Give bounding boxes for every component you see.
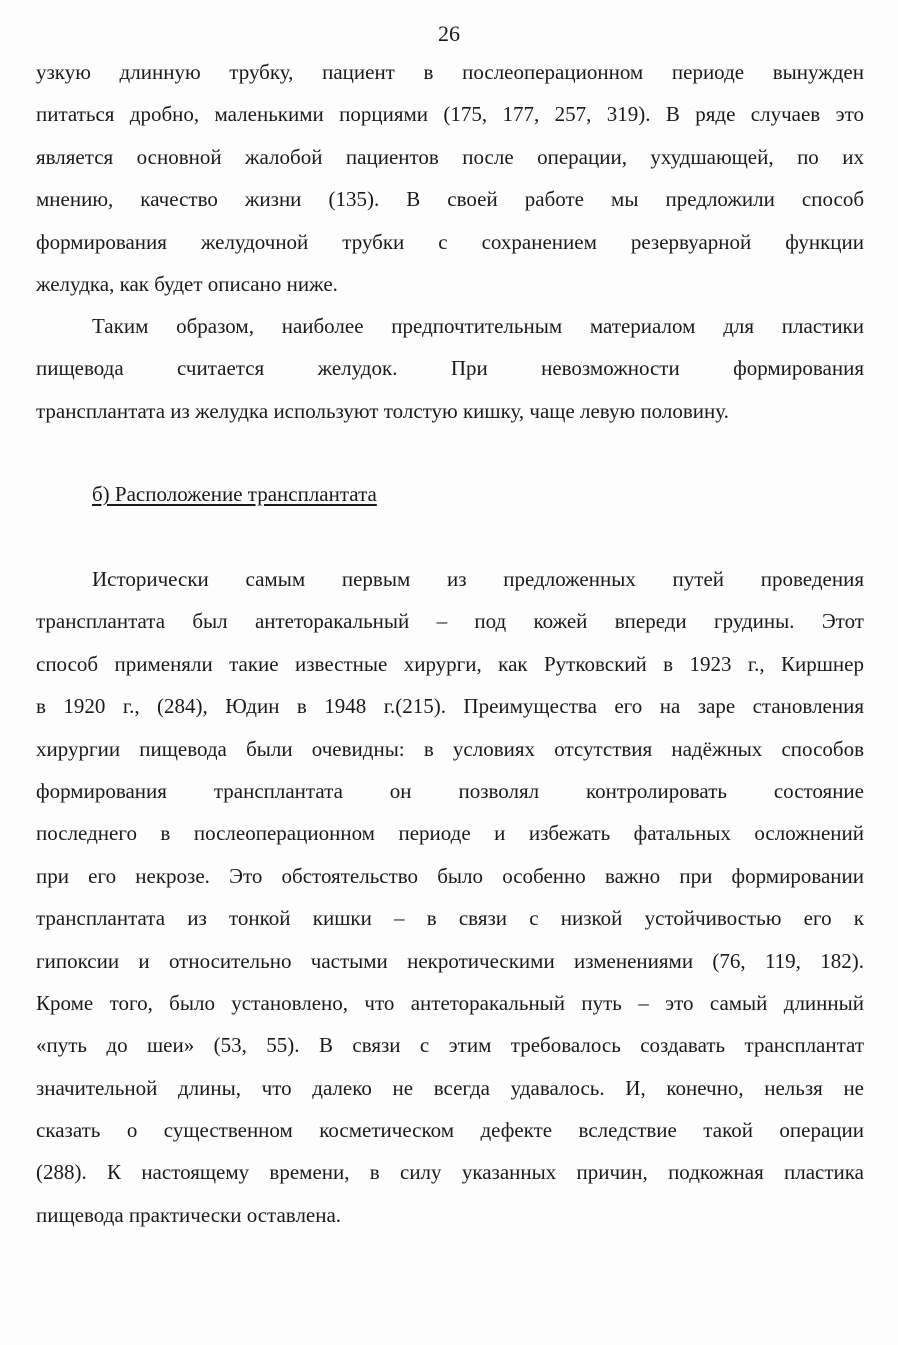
text-line: Исторически самым первым из предложенных путей проведения <box>92 567 864 591</box>
text-line: желудка, как будет описано ниже. <box>36 271 338 296</box>
text-line: узкую длинную трубку, пациент в послеоперационном периоде вынужден <box>36 60 864 84</box>
text-line: при его некрозе. Это обстоятельство было особенно важно при формировании <box>36 863 864 888</box>
text-line: трансплантата был антеторакальный – под кожей впереди грудины. Этот <box>36 609 864 634</box>
text-line: трансплантата из тонкой кишки – в связи с низкой устойчивостью его к <box>36 906 864 931</box>
text-line: мнению, качество жизни (135). В своей работе мы предложили способ <box>36 187 864 212</box>
text-line: формирования желудочной трубки с сохранением резервуарной функции <box>36 229 864 254</box>
page-number: 26 <box>438 21 460 46</box>
text-line: способ применяли такие известные хирурги, как Рутковский в 1923 г., Киршнер <box>36 651 864 676</box>
text-line: «путь до шеи» (53, 55). В связи с этим требовалось создавать трансплантат <box>36 1033 864 1058</box>
text-line: является основной жалобой пациентов после операции, ухудшающей, по их <box>36 144 864 169</box>
text-line: трансплантата из желудка используют толстую кишку, чаще левую половину. <box>36 398 729 423</box>
text-line: гипоксии и относительно частыми некротическими изменениями (76, 119, 182). <box>36 948 864 973</box>
text-line: последнего в послеоперационном периоде и избежать фатальных осложнений <box>36 821 864 846</box>
text-line: формирования трансплантата он позволял контролировать состояние <box>36 778 864 803</box>
text-line: сказать о существенном косметическом дефекте вследствие такой операции <box>36 1118 864 1143</box>
text-line: значительной длины, что далеко не всегда удавалось. И, конечно, нельзя не <box>36 1075 864 1100</box>
text-line: пищевода считается желудок. При невозможности формирования <box>36 356 864 381</box>
paragraph-3 <box>36 558 864 1236</box>
section-heading: б) Расположение трансплантата <box>92 482 377 506</box>
text-line: Кроме того, было установлено, что антеторакальный путь – это самый длинный <box>36 990 864 1015</box>
text-line: в 1920 г., (284), Юдин в 1948 г.(215). Преимущества его на заре становления <box>36 694 864 719</box>
text-line: Таким образом, наиболее предпочтительным материалом для пластики <box>92 314 864 338</box>
text-line: хирургии пищевода были очевидны: в условиях отсутствия надёжных способов <box>36 736 864 761</box>
text-line: питаться дробно, маленькими порциями (175, 177, 257, 319). В ряде случаев это <box>36 102 864 127</box>
paragraph-1 <box>36 51 864 305</box>
paragraph-2 <box>36 305 864 432</box>
text-line: (288). К настоящему времени, в силу указанных причин, подкожная пластика <box>36 1160 864 1185</box>
text-line: пищевода практически оставлена. <box>36 1202 342 1227</box>
